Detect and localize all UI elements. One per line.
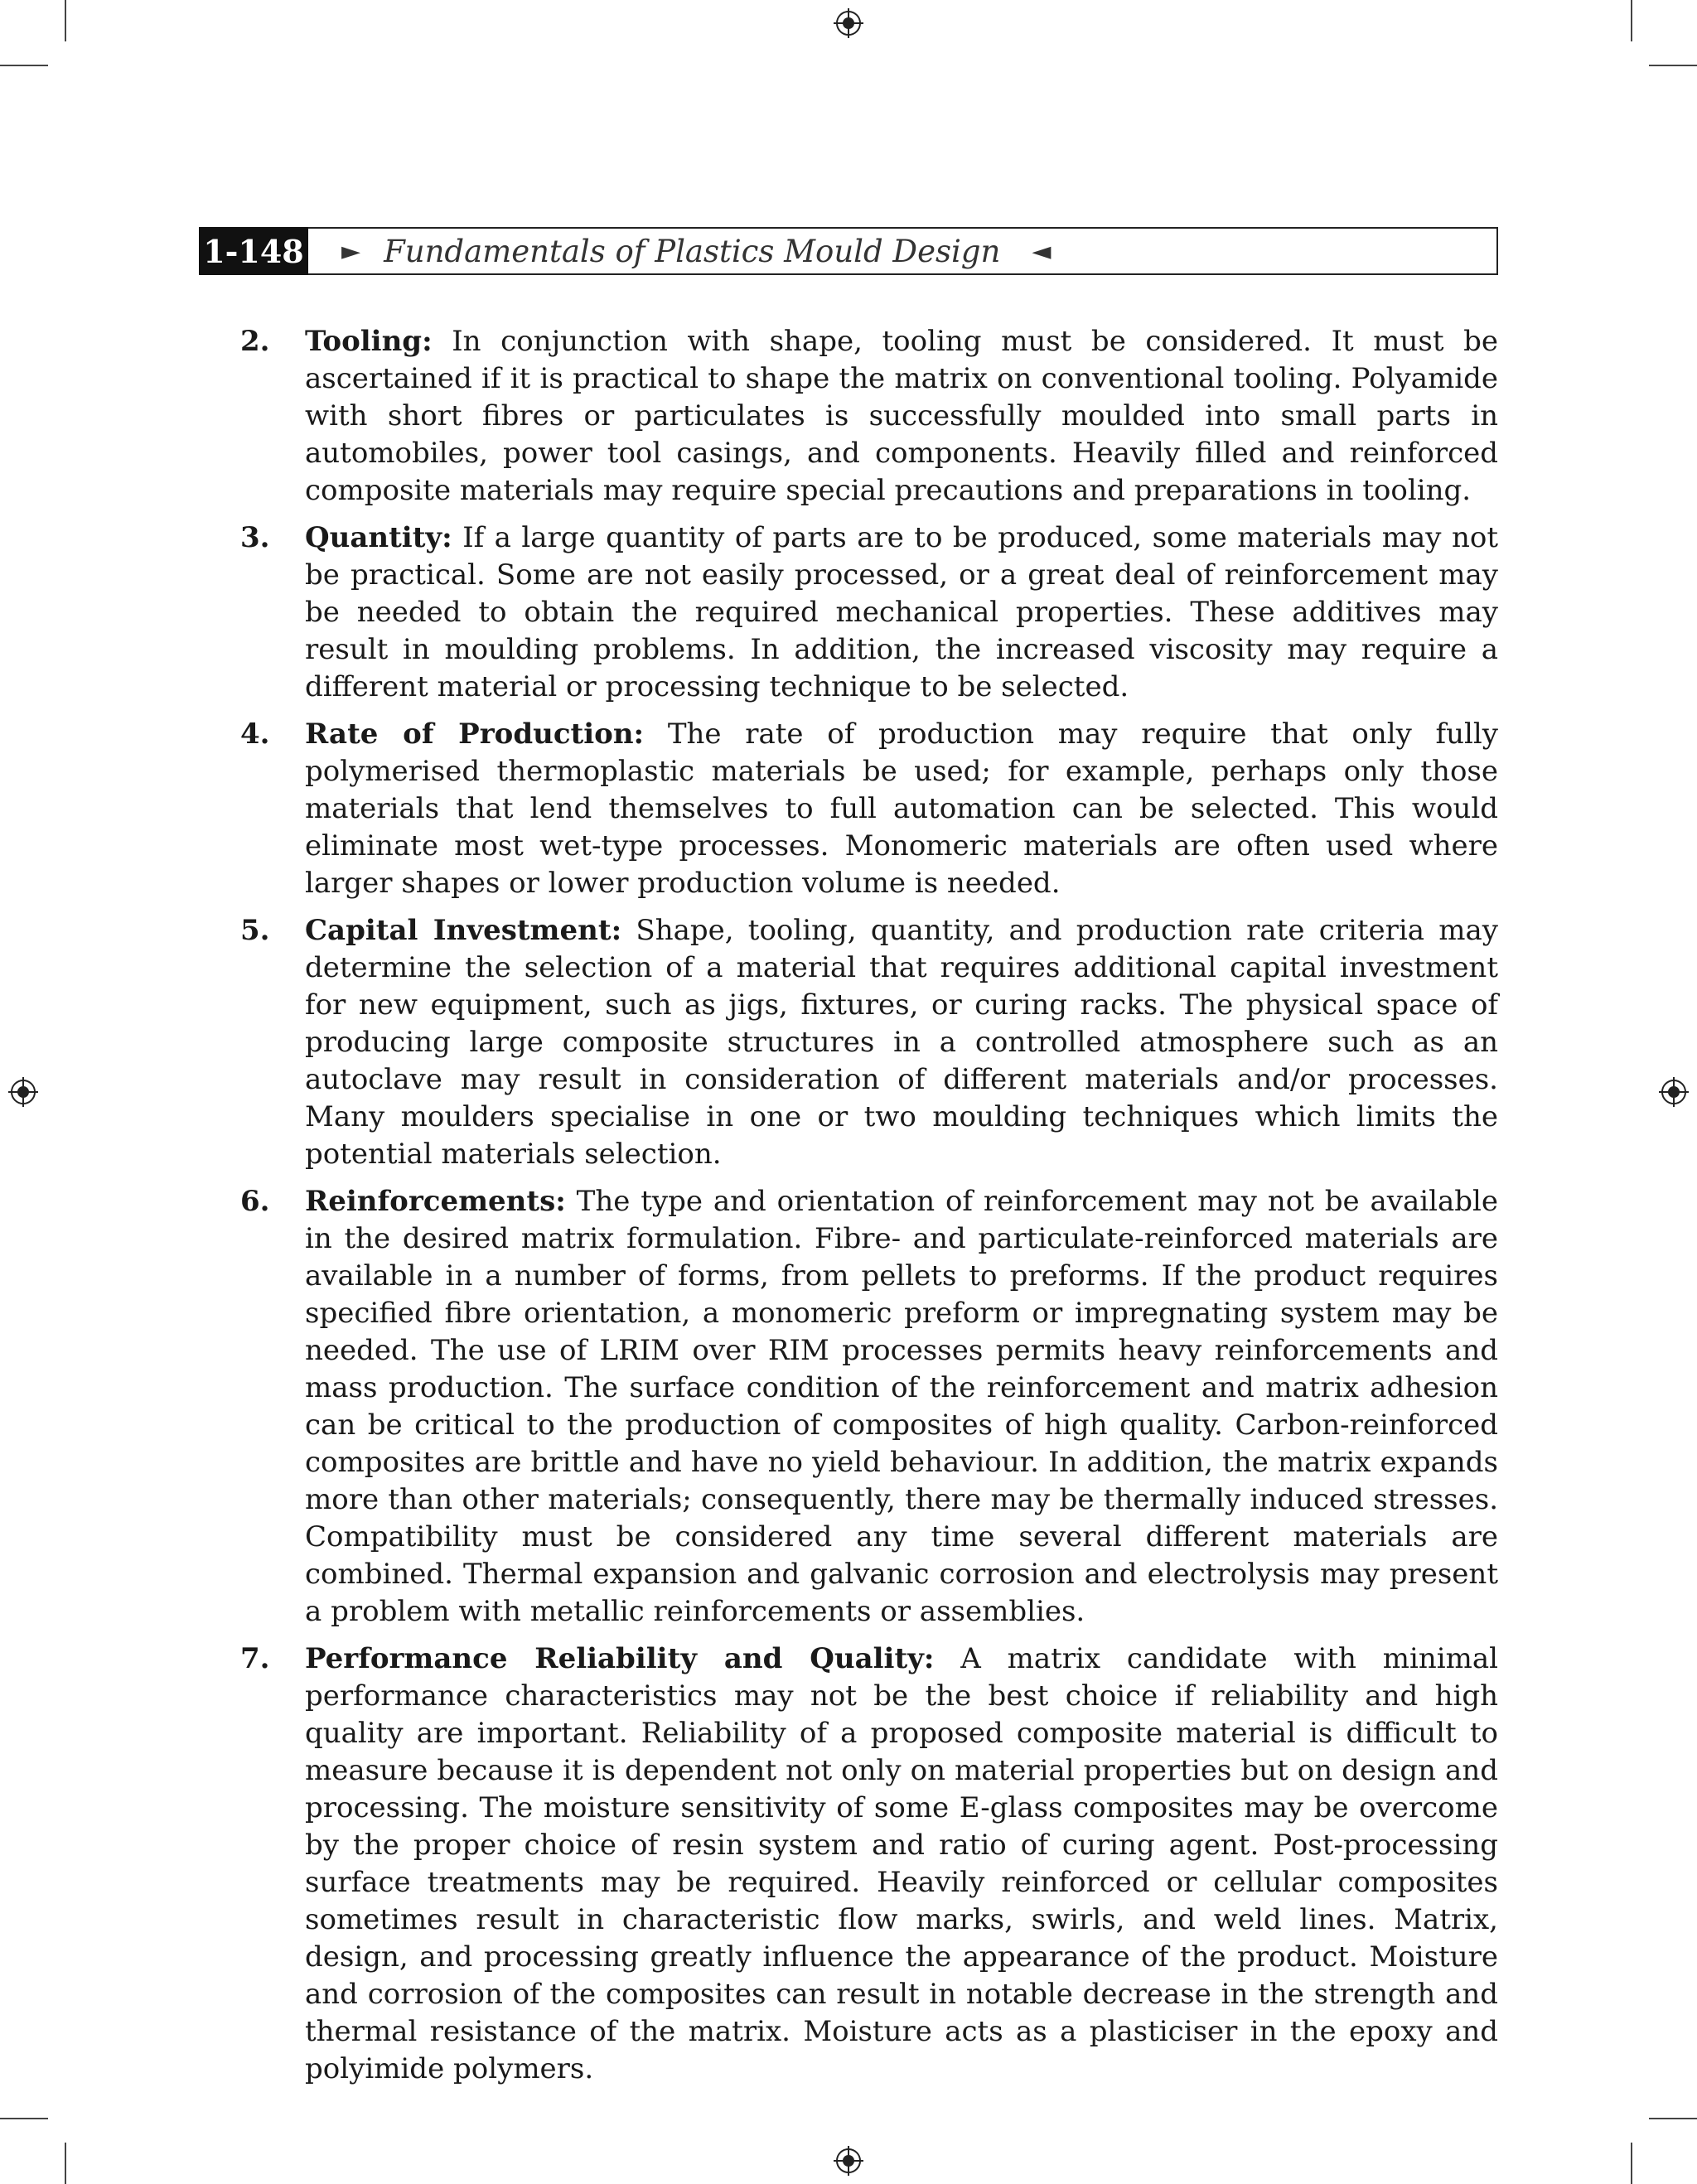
list-item-text: [305, 519, 1498, 706]
crop-mark-bottom-right-vertical: [1631, 2143, 1632, 2184]
list-item-heading: Quantity:: [305, 521, 452, 554]
list-item-heading: Capital Investment:: [305, 914, 622, 947]
list-item-heading: Reinforcements:: [305, 1185, 566, 1218]
crop-mark-bottom-left-vertical: [65, 2143, 66, 2184]
list-item-body: In conjunction with shape, tooling must be considered. It must be ascertained if it is practical to shape the matrix on conventional tooling. Polyamide with short fibres or particulates is successfully moulded into small parts in automobiles, power tool casings, and components. Heavily filled and reinforced composite materials may require special precautions and preparations in tooling.: [305, 325, 1498, 507]
list-item: [240, 1640, 1498, 2088]
registration-mark-bottom-icon: [832, 2144, 865, 2177]
list-item-body: A matrix candidate with minimal performance characteristics may not be the best choice if reliability and high quality are important. Reliability of a proposed composite material is difficult to measure because it is dependent not only on material properties but on design and processing. The moisture sensitivity of some E-glass composites may be overcome by the proper choice of resin system and ratio of curing agent. Post-processing surface treatments may be required. Heavily reinforced or cellular composites sometimes result in characteristic flow marks, swirls, and weld lines. Matrix, design, and processing greatly influence the appearance of the product. Moisture and corrosion of the composites can result in notable decrease in the strength and thermal resistance of the matrix. Moisture acts as a plasticiser in the epoxy and polyimide polymers.: [305, 1642, 1498, 2085]
crop-mark-top-left-vertical: [65, 0, 66, 41]
list-item-heading: Tooling:: [305, 325, 433, 358]
numbered-list: [240, 323, 1498, 2098]
list-item-number: 2.: [240, 325, 270, 358]
registration-mark-right-icon: [1657, 1075, 1690, 1109]
list-item-body: If a large quantity of parts are to be produced, some materials may not be practical. Some are not easily processed, or a great deal of reinforcement may be needed to obtain the required mechanical properties. These additives may result in moulding problems. In addition, the increased viscosity may require a different material or processing technique to be selected.: [305, 521, 1498, 703]
list-item-number: 3.: [240, 521, 270, 554]
list-item-body: The type and orientation of reinforcement may not be available in the desired matrix formulation. Fibre- and particulate-reinforced materials are available in a number of forms, from pellets to preforms. If the product requires specified fibre orientation, a monomeric preform or impregnating system may be needed. The use of LRIM over RIM processes permits heavy reinforcements and mass production. The surface condition of the reinforcement and matrix adhesion can be critical to the production of composites of high quality. Carbon-reinforced composites are brittle and have no yield behaviour. In addition, the matrix expands more than other materials; consequently, there may be thermally induced stresses. Compatibility must be considered any time several different materials are combined. Thermal expansion and galvanic corrosion and electrolysis may present a problem with metallic reinforcements or assemblies.: [305, 1185, 1498, 1628]
arrow-right-icon: ►: [341, 236, 361, 266]
list-item-text: [305, 323, 1498, 510]
crop-mark-bottom-right-horizontal: [1649, 2118, 1697, 2119]
list-item-heading: Rate of Production:: [305, 718, 645, 751]
arrow-left-icon: ◄: [1032, 236, 1052, 266]
crop-mark-top-left-horizontal: [0, 65, 48, 66]
list-item-text: [305, 1183, 1498, 1631]
registration-mark-left-icon: [7, 1075, 40, 1109]
list-item-body: The rate of production may require that only fully polymerised thermoplastic materials be used; for example, perhaps only those materials that lend themselves to full automation can be selected. This would eliminate most wet-type processes. Monomeric materials are often used where larger shapes or lower production volume is needed.: [305, 718, 1498, 900]
crop-mark-top-right-vertical: [1631, 0, 1632, 41]
list-item-heading: Performance Reliability and Quality:: [305, 1642, 935, 1675]
list-item-body: Shape, tooling, quantity, and production rate criteria may determine the selection of a material that requires additional capital investment for new equipment, such as jigs, fixtures, or curing racks. The physical space of producing large composite structures in a controlled atmosphere such as an autoclave may result in consideration of different materials and/or processes. Many moulders specialise in one or two moulding techniques which limits the potential materials selection.: [305, 914, 1498, 1171]
list-item-number: 4.: [240, 718, 270, 751]
list-item-number: 5.: [240, 914, 270, 947]
list-item-number: 6.: [240, 1185, 270, 1218]
list-item: [240, 1183, 1498, 1631]
running-header: [199, 227, 1498, 275]
list-item-text: [305, 912, 1498, 1173]
list-item: [240, 519, 1498, 706]
list-item: [240, 323, 1498, 510]
page-number: 1-148: [199, 227, 308, 275]
book-title: Fundamentals of Plastics Mould Design: [384, 233, 1001, 269]
crop-mark-top-right-horizontal: [1649, 65, 1697, 66]
list-item: [240, 716, 1498, 902]
list-item-text: [305, 1640, 1498, 2088]
crop-mark-bottom-left-horizontal: [0, 2118, 48, 2119]
list-item-number: 7.: [240, 1642, 270, 1675]
registration-mark-top-icon: [832, 7, 865, 40]
list-item: [240, 912, 1498, 1173]
list-item-text: [305, 716, 1498, 902]
